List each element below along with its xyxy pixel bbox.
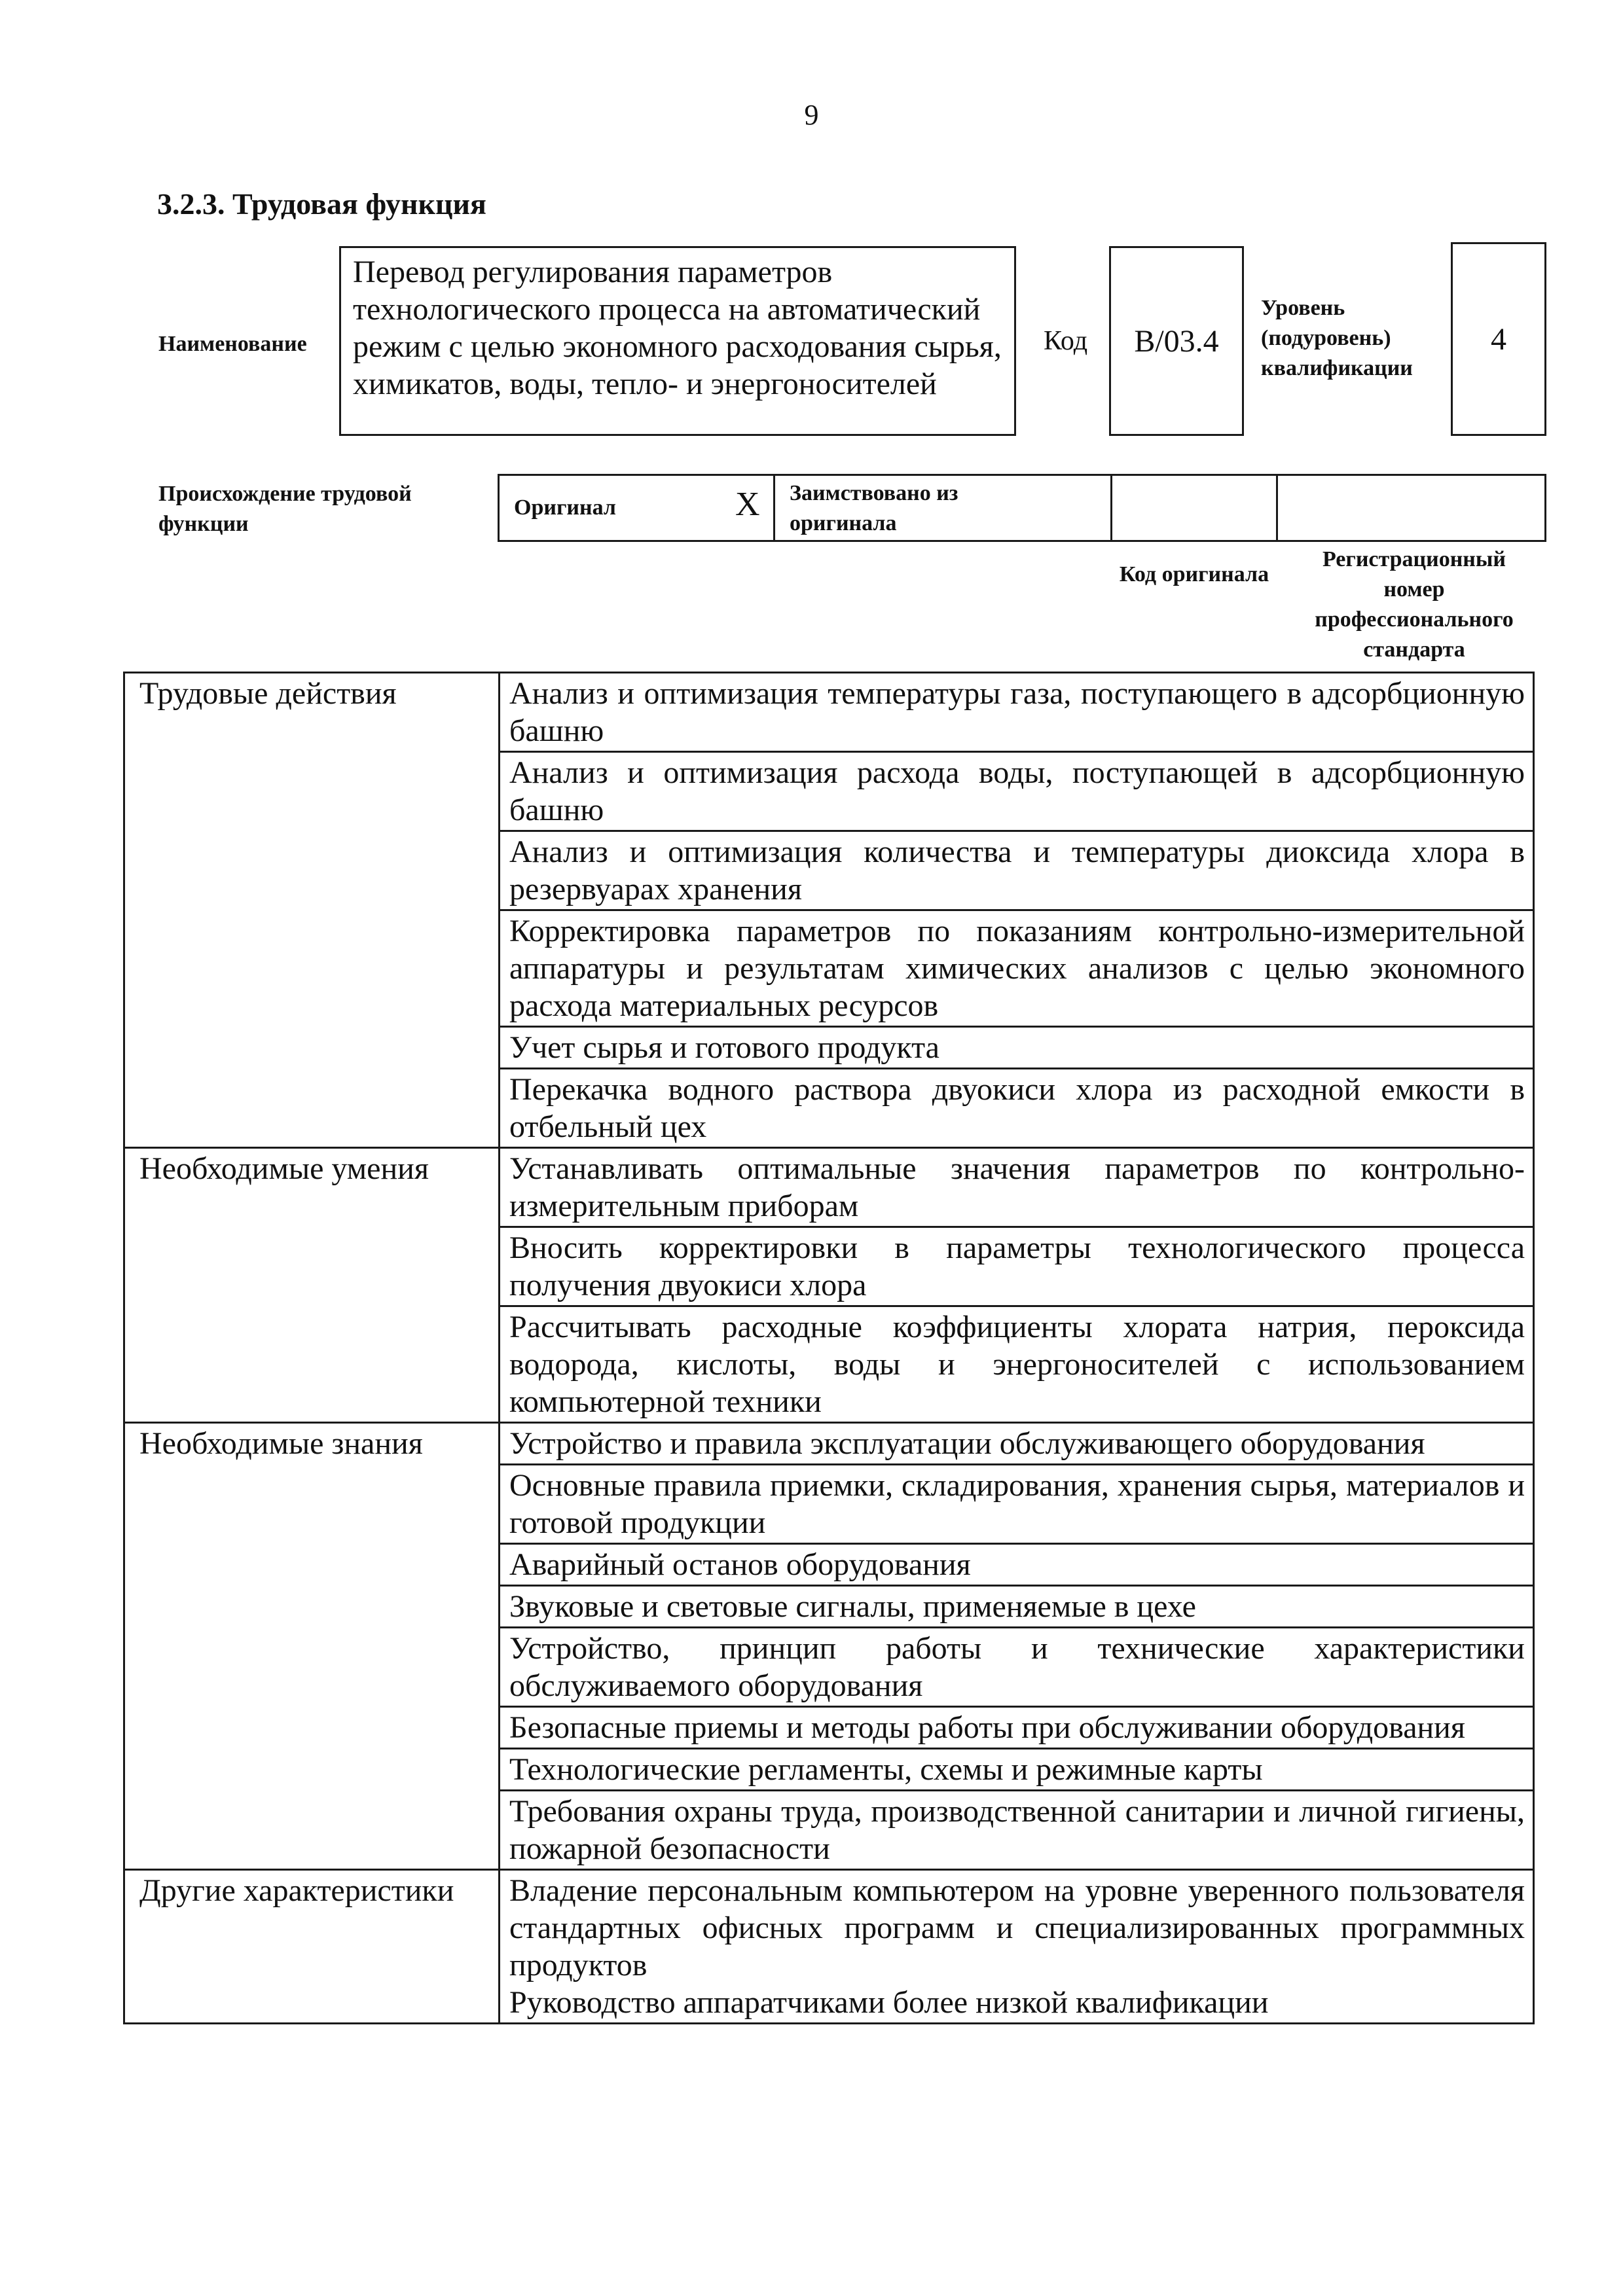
table-cell: Анализ и оптимизация температуры газа, поступающего в адсорбционную башню	[500, 673, 1534, 752]
original-mark: X	[735, 486, 760, 523]
level-label: Уровень (подуровень) квалификации	[1261, 296, 1413, 380]
table-cell: Устройство и правила эксплуатации обслуживающего оборудования	[500, 1423, 1534, 1465]
other-item: Руководство аппаратчиками более низкой квалификации	[509, 1985, 1269, 2020]
level-value-box	[1451, 242, 1546, 436]
labor-function-table	[123, 672, 1535, 2024]
name-label: Наименование	[158, 332, 307, 356]
labor-actions-label: Трудовые действия	[124, 673, 500, 1148]
code-label: Код	[1044, 326, 1088, 356]
table-cell: Вносить корректировки в параметры технологического процесса получения двуокиси хлора	[500, 1227, 1534, 1306]
table-cell: Аварийный останов оборудования	[500, 1544, 1534, 1586]
function-name: Перевод регулирования параметров технологического процесса на автоматический режим с целью экономного расходования сырья, химикатов, воды, тепло- и энергоносителей	[353, 255, 1002, 401]
origin-reg-number-cell	[1276, 474, 1546, 542]
table-cell: Перекачка водного раствора двуокиси хлора из расходной емкости в отбельный цех	[500, 1069, 1534, 1148]
other-item: Владение персональным компьютером на уровне уверенного пользователя стандартных офисных программ и специализированных программных продуктов	[509, 1873, 1525, 1982]
page-number: 9	[804, 99, 819, 131]
origin-label: Происхождение трудовой функции	[158, 482, 412, 536]
table-cell: Технологические регламенты, схемы и режимные карты	[500, 1749, 1534, 1791]
code-value-box	[1109, 246, 1244, 436]
table-cell: Основные правила приемки, складирования, хранения сырья, материалов и готовой продукции	[500, 1465, 1534, 1544]
table-cell: Безопасные приемы и методы работы при обслуживании оборудования	[500, 1707, 1534, 1749]
table-row	[124, 1423, 1534, 1465]
table-row	[124, 1148, 1534, 1227]
reg-number-caption: Регистрационный номер профессионального стандарта	[1315, 547, 1514, 662]
origin-borrowed-cell	[773, 474, 1112, 542]
origin-original-cell	[498, 474, 775, 542]
function-name-box	[339, 246, 1016, 436]
table-cell: Звуковые и световые сигналы, применяемые в цехе	[500, 1586, 1534, 1628]
table-cell	[500, 1870, 1534, 2024]
table-row	[124, 673, 1534, 752]
knowledge-label: Необходимые знания	[124, 1423, 500, 1870]
table-cell: Корректировка параметров по показаниям контрольно-измерительной аппаратуры и результатам химических анализов с целью экономного расхода материальных ресурсов	[500, 910, 1534, 1027]
table-cell: Анализ и оптимизация расхода воды, поступающей в адсорбционную башню	[500, 752, 1534, 831]
borrowed-label: Заимствовано из оригинала	[790, 481, 958, 535]
table-cell: Устройство, принцип работы и технические характеристики обслуживаемого оборудования	[500, 1628, 1534, 1707]
table-cell: Учет сырья и готового продукта	[500, 1027, 1534, 1069]
table-cell: Рассчитывать расходные коэффициенты хлората натрия, пероксида водорода, кислоты, воды и энергоносителей с использованием компьютерной техники	[500, 1306, 1534, 1423]
code-caption: Код оригинала	[1119, 562, 1269, 586]
table-cell: Устанавливать оптимальные значения параметров по контрольно-измерительным приборам	[500, 1148, 1534, 1227]
original-label: Оригинал	[514, 495, 616, 520]
table-cell: Требования охраны труда, производственной санитарии и личной гигиены, пожарной безопасности	[500, 1791, 1534, 1870]
table-row	[124, 1870, 1534, 2024]
other-label: Другие характеристики	[124, 1870, 500, 2024]
origin-code-cell	[1110, 474, 1278, 542]
table-cell: Анализ и оптимизация количества и температуры диоксида хлора в резервуарах хранения	[500, 831, 1534, 910]
skills-label: Необходимые умения	[124, 1148, 500, 1423]
section-title: 3.2.3. Трудовая функция	[157, 187, 486, 221]
level-value: 4	[1491, 321, 1506, 357]
code-value: B/03.4	[1134, 323, 1219, 359]
